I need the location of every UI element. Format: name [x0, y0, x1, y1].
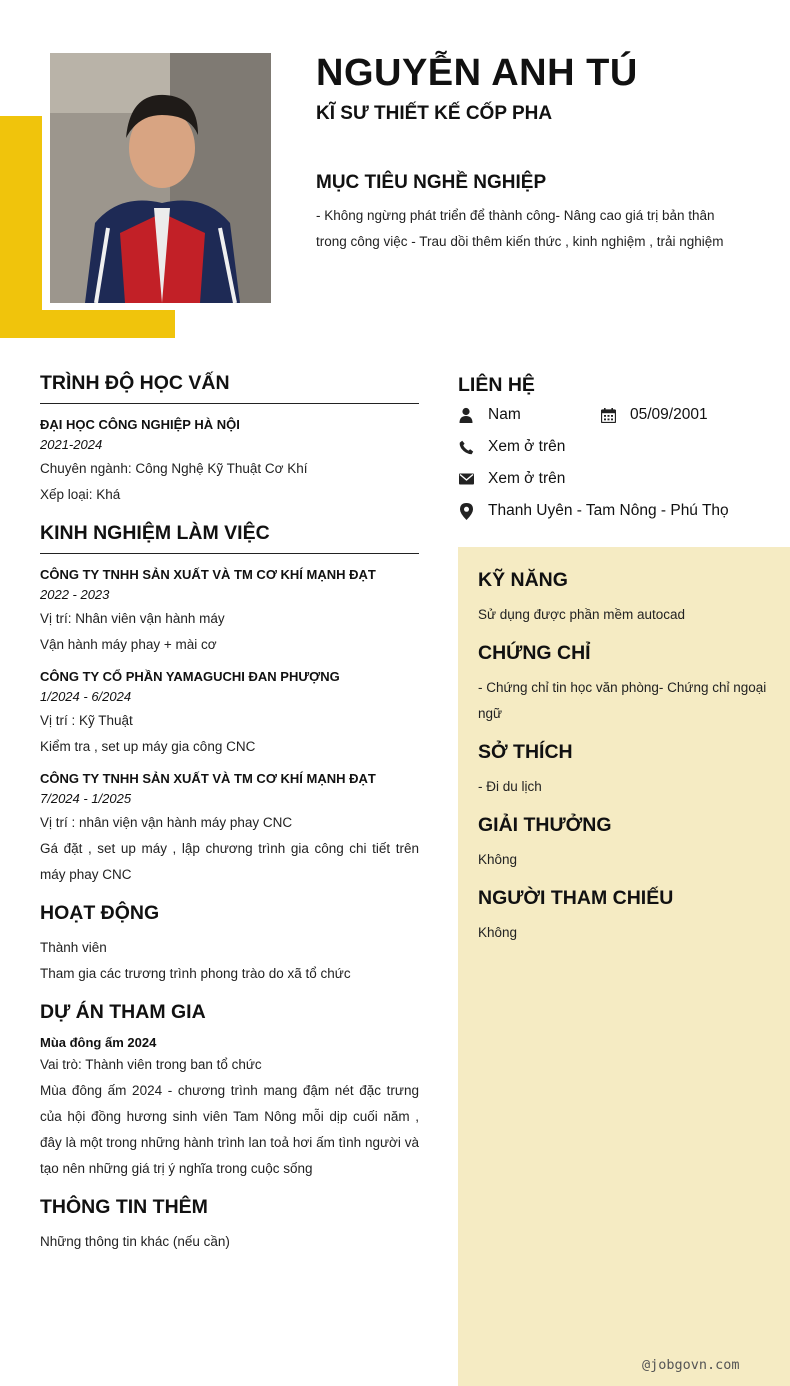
email-icon [458, 471, 474, 487]
projects-section [40, 1001, 419, 1182]
references-text: Không [478, 925, 518, 940]
activity-role: Thành viên [40, 940, 107, 955]
projects-heading: DỰ ÁN THAM GIA [40, 1001, 206, 1023]
profile-photo [50, 53, 271, 303]
person-icon [458, 407, 474, 423]
right-info-panel [458, 547, 790, 1386]
education-years: 2021-2024 [40, 437, 103, 452]
watermark: @jobgovn.com [642, 1357, 740, 1373]
activities-section [40, 902, 419, 987]
address-value: Thanh Uyên - Tam Nông - Phú Thọ [488, 502, 729, 519]
phone-value: Xem ở trên [488, 438, 566, 455]
email-value: Xem ở trên [488, 470, 566, 487]
job-company: CÔNG TY TNHH SẢN XUẤT VÀ TM CƠ KHÍ MẠNH ĐẠT [40, 771, 376, 786]
gender-value: Nam [488, 406, 521, 423]
job-position: Vị trí: Nhân viên vận hành máy [40, 611, 225, 626]
experience-heading: KINH NGHIỆM LÀM VIỆC [40, 522, 419, 554]
job-period: 2022 - 2023 [40, 587, 110, 602]
education-section [40, 372, 419, 508]
contact-gender [458, 406, 521, 424]
candidate-name: NGUYỄN ANH TÚ [316, 52, 638, 94]
extra-info-text: Những thông tin khác (nếu cần) [40, 1234, 230, 1249]
hobbies-heading: SỞ THÍCH [478, 741, 573, 763]
job-period: 1/2024 - 6/2024 [40, 689, 132, 704]
decorative-yellow-bar [0, 310, 175, 338]
contact-birthday [600, 406, 708, 424]
education-heading: TRÌNH ĐỘ HỌC VẤN [40, 372, 419, 404]
phone-icon [458, 439, 474, 455]
certificates-heading: CHỨNG CHỈ [478, 642, 591, 664]
decorative-yellow-frame [0, 116, 42, 338]
job-company: CÔNG TY CỔ PHẦN YAMAGUCHI ĐAN PHƯỢNG [40, 669, 340, 684]
skills-text: Sử dụng được phần mềm autocad [478, 607, 686, 622]
job-description: Gá đặt , set up máy , lập chương trình gia công chi tiết trên máy phay CNC [40, 841, 419, 882]
career-objective-text: - Không ngừng phát triển để thành công- Nâng cao giá trị bản thân trong công việc - Trau dồi thêm kiến thức , kinh nghiệm , trải nghiệm [316, 208, 724, 249]
awards-heading: GIẢI THƯỞNG [478, 814, 612, 836]
job-title: KĨ SƯ THIẾT KẾ CỐP PHA [316, 103, 553, 124]
contact-address [458, 502, 729, 520]
job-company: CÔNG TY TNHH SẢN XUẤT VÀ TM CƠ KHÍ MẠNH ĐẠT [40, 567, 376, 582]
project-description: Mùa đông ấm 2024 - chương trình mang đậm nét đặc trưng của hội đồng hương sinh viên Tam Nông mỗi dịp cuối năm , đây là một trong những hành trình lan toả hơi ấm tình người và tạo nên những giá trị ý nghĩa trong cuộc sống [40, 1083, 419, 1176]
location-pin-icon [458, 503, 474, 519]
school-name: ĐẠI HỌC CÔNG NGHIỆP HÀ NỘI [40, 417, 240, 432]
extra-info-section [40, 1196, 419, 1255]
contact-phone [458, 438, 565, 456]
certificates-text: - Chứng chỉ tin học văn phòng- Chứng chỉ ngoại ngữ [478, 680, 767, 721]
job-entry [40, 668, 419, 760]
career-objective-heading: MỤC TIÊU NGHỀ NGHIỆP [316, 172, 547, 193]
job-description: Vận hành máy phay + mài cơ [40, 637, 217, 652]
calendar-icon [600, 407, 616, 423]
left-column [40, 372, 419, 1269]
job-position: Vị trí : nhân viện vận hành máy phay CNC [40, 815, 293, 830]
contact-email [458, 470, 565, 488]
awards-text: Không [478, 852, 518, 867]
contact-heading: LIÊN HỆ [458, 374, 535, 396]
job-position: Vị trí : Kỹ Thuật [40, 713, 133, 728]
experience-section [40, 522, 419, 888]
education-major: Chuyên ngành: Công Nghệ Kỹ Thuật Cơ Khí [40, 461, 308, 476]
job-entry [40, 770, 419, 888]
education-grade: Xếp loại: Khá [40, 487, 121, 502]
activity-description: Tham gia các trương trình phong trào do xã tổ chức [40, 966, 351, 981]
extra-info-heading: THÔNG TIN THÊM [40, 1196, 208, 1218]
job-entry [40, 566, 419, 658]
birthday-value: 05/09/2001 [630, 406, 708, 423]
hobbies-text: - Đi du lịch [478, 779, 542, 794]
job-period: 7/2024 - 1/2025 [40, 791, 132, 806]
project-role: Vai trò: Thành viên trong ban tổ chức [40, 1057, 262, 1072]
references-heading: NGƯỜI THAM CHIẾU [478, 887, 674, 909]
skills-heading: KỸ NĂNG [478, 569, 568, 591]
job-description: Kiểm tra , set up máy gia công CNC [40, 739, 256, 754]
project-name: Mùa đông ấm 2024 [40, 1035, 157, 1050]
activities-heading: HOẠT ĐỘNG [40, 902, 160, 924]
